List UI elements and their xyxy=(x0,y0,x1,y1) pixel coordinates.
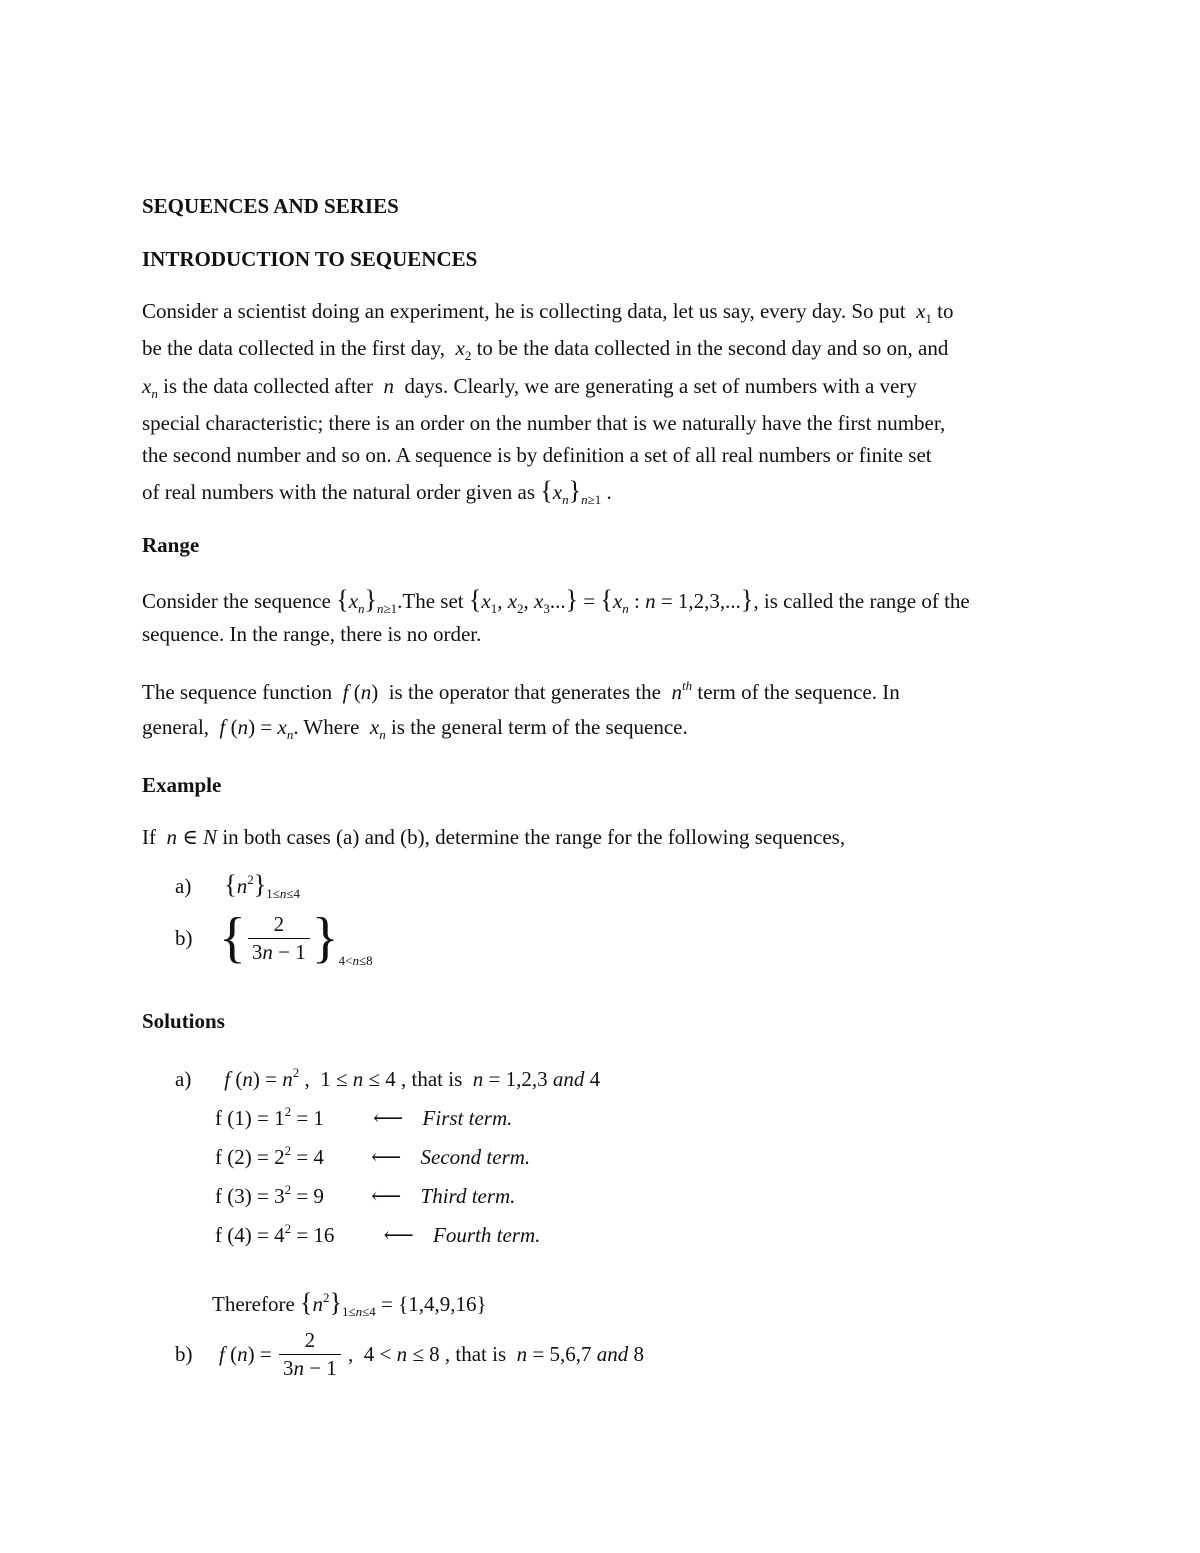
intro-line-6: of real numbers with the natural order given as $\{x_n\}_{n\ge 1}$ . xyxy=(142,476,612,507)
example-b: b) { $\frac{2}{3n - 1}$ }$_{4<n\le 8}$ xyxy=(175,907,373,969)
term-row-1: f $(1) = 1^2 = 1$ ⟵ First term. xyxy=(215,1104,513,1130)
left-arrow-icon: ⟵ xyxy=(371,1145,402,1169)
therefore-line: Therefore $\{n^2\}_{1\le n\le 4} = \{1,4,9,16\}$ xyxy=(212,1288,487,1319)
example-a: a) $\{n^2\}_{1\le n\le 4}$ xyxy=(175,870,300,901)
range-line-1: Consider the sequence $\{x_n\}_{n\ge 1}.The$ set {$x_1$, $x_2$, $x_3...\} = \{x_n$ : n = 1,2,3,...}, is called the range of the xyxy=(142,585,970,616)
range-line-4: general, f $(n) = x_n$. Where $x_n$ is the general term of the sequence. xyxy=(142,715,688,742)
fraction: $\frac{2}{3n - 1}$ xyxy=(279,1330,341,1379)
intro-heading: INTRODUCTION TO SEQUENCES xyxy=(142,247,478,271)
left-arrow-icon: ⟵ xyxy=(373,1106,404,1130)
term-row-4: f $(4) = 4^2 = 16$ ⟵ Fourth term. xyxy=(215,1221,541,1247)
left-arrow-icon: ⟵ xyxy=(371,1184,402,1208)
term-row-2: f $(2) = 2^2 = 4$ ⟵ Second term. xyxy=(215,1143,531,1169)
document-title: SEQUENCES AND SERIES xyxy=(142,194,399,218)
intro-line-1: Consider a scientist doing an experiment, he is collecting data, let us say, every day. So put $x_1$ to xyxy=(142,299,954,326)
solution-b: b) f (n) = $\frac{2}{3n - 1}$ , 4 < n ≤ 8 , that is n = 5,6,7 and 8 xyxy=(175,1328,644,1380)
range-line-2: sequence. In the range, there is no order. xyxy=(142,622,482,646)
fraction: $\frac{2}{3n - 1}$ xyxy=(248,914,310,963)
term-row-3: f $(3) = 3^2 = 9$ ⟵ Third term. xyxy=(215,1182,516,1208)
intro-line-5: the second number and so on. A sequence is by definition a set of all real numbers or finite set xyxy=(142,443,932,467)
solutions-heading: Solutions xyxy=(142,1009,225,1033)
intro-line-3: $x_n$ is the data collected after n days. Clearly, we are generating a set of numbers with a very xyxy=(142,374,917,401)
solution-a: a) f $(n) = n^2$ , 1 ≤ n ≤ 4 , that is n = 1,2,3 and 4 xyxy=(175,1065,601,1091)
left-arrow-icon: ⟵ xyxy=(383,1223,414,1247)
example-line-1: If n ∈ N in both cases (a) and (b), determine the range for the following sequences, xyxy=(142,825,846,849)
range-heading: Range xyxy=(142,533,200,557)
range-line-3: The sequence function f (n) is the operator that generates the $n^{th}$ term of the sequence. In xyxy=(142,678,900,704)
intro-line-2: be the data collected in the first day, $x_2$ to be the data collected in the second day and so on, and xyxy=(142,336,949,363)
intro-line-4: special characteristic; there is an order on the number that is we naturally have the first number, xyxy=(142,411,946,435)
example-heading: Example xyxy=(142,773,222,797)
